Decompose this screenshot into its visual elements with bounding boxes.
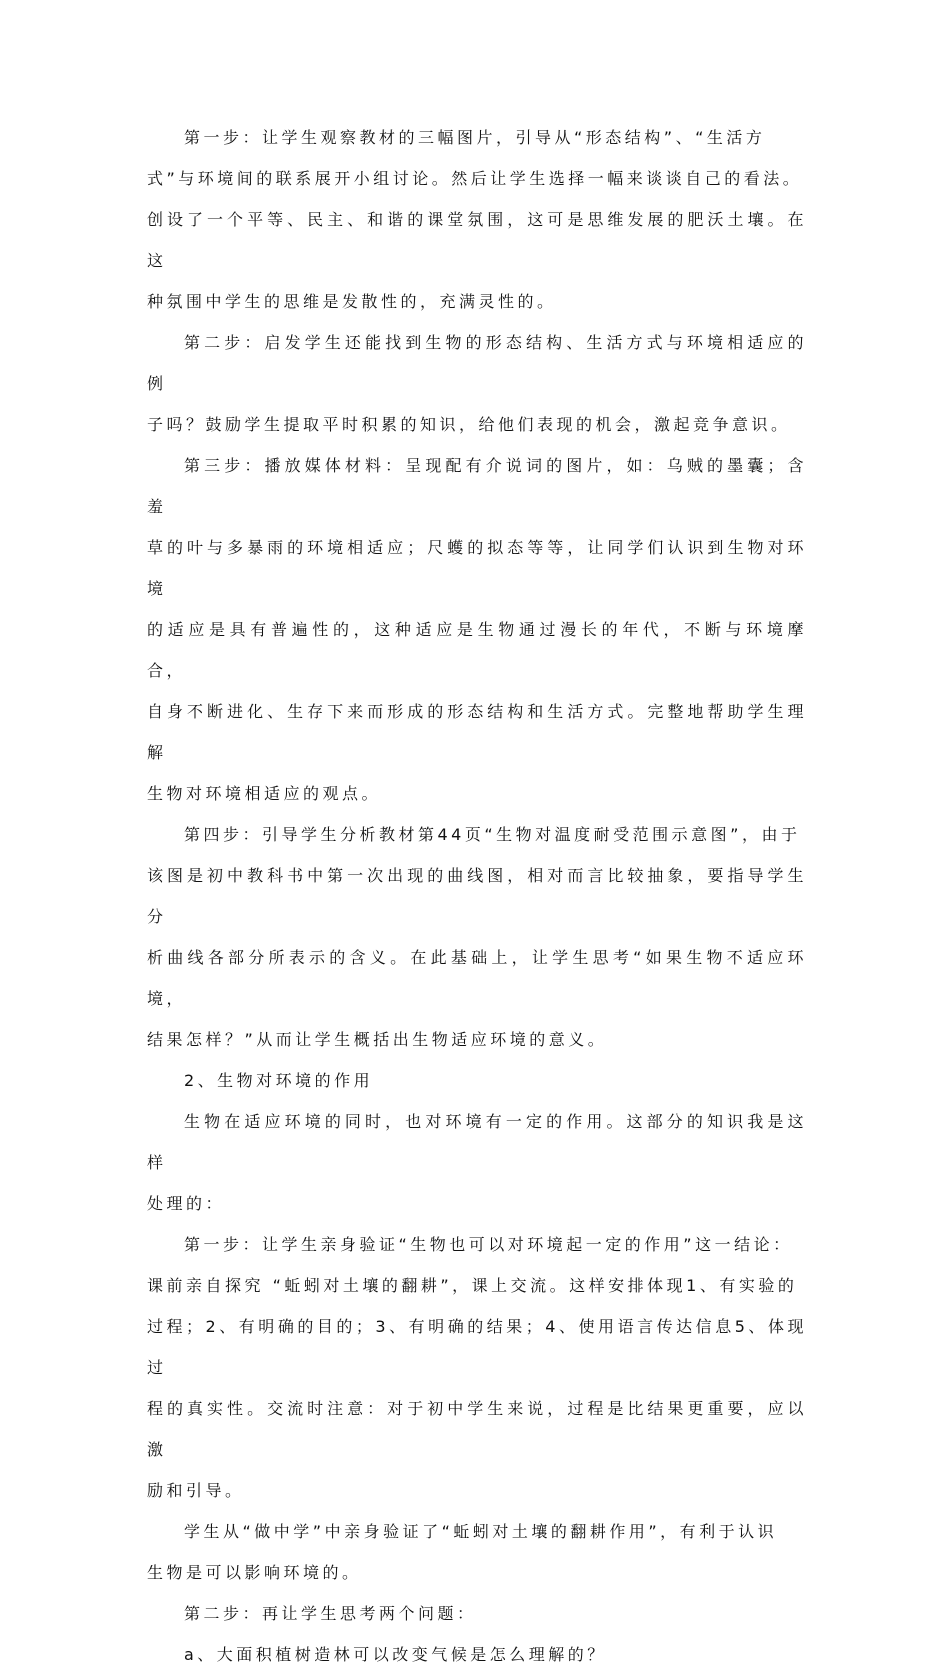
body-text <box>147 117 807 1675</box>
paragraph-line: 草的叶与多暴雨的环境相适应；尺蠖的拟态等等，让同学们认识到生物对环境 <box>147 538 807 598</box>
paragraph-line: 析曲线各部分所表示的含义。在此基础上，让学生思考“如果生物不适应环境， <box>147 948 807 1008</box>
paragraph-line: 第四步：引导学生分析教材第44页“生物对温度耐受范围示意图”，由于 <box>184 825 801 844</box>
paragraph-line: 第二步：再让学生思考两个问题： <box>184 1604 477 1623</box>
paragraph-line: 自身不断进化、生存下来而形成的形态结构和生活方式。完整地帮助学生理解 <box>147 702 807 762</box>
paragraph-line: 的适应是具有普遍性的，这种适应是生物通过漫长的年代，不断与环境摩合， <box>147 620 807 680</box>
paragraph-line: 程的真实性。交流时注意：对于初中学生来说，过程是比结果更重要，应以激 <box>147 1399 807 1459</box>
paragraph-line: 结果怎样？”从而让学生概括出生物适应环境的意义。 <box>147 1030 608 1049</box>
paragraph-line: 创设了一个平等、民主、和谐的课堂氛围，这可是思维发展的肥沃土壤。在这 <box>147 210 807 270</box>
paragraph-line: 第二步：启发学生还能找到生物的形态结构、生活方式与环境相适应的例 <box>147 333 807 393</box>
paragraph-line: 生物对环境相适应的观点。 <box>147 784 382 803</box>
paragraph-line: 2、生物对环境的作用 <box>184 1071 374 1090</box>
paragraph-line: 式”与环境间的联系展开小组讨论。然后让学生选择一幅来谈谈自己的看法。 <box>147 169 803 188</box>
paragraph-line: 生物在适应环境的同时，也对环境有一定的作用。这部分的知识我是这样 <box>147 1112 807 1172</box>
paragraph-line: 过程；2、有明确的目的；3、有明确的结果；4、使用语言传达信息5、体现过 <box>147 1317 807 1377</box>
paragraph-line: 学生从“做中学”中亲身验证了“蚯蚓对土壤的翻耕作用”，有利于认识 <box>184 1522 778 1541</box>
paragraph-line: 第一步：让学生亲身验证“生物也可以对环境起一定的作用”这一结论： <box>184 1235 793 1254</box>
paragraph-line: 励和引导。 <box>147 1481 245 1500</box>
paragraph-line: 课前亲自探究 “蚯蚓对土壤的翻耕”，课上交流。这样安排体现1、有实验的 <box>147 1276 798 1295</box>
paragraph-line: 生物是可以影响环境的。 <box>147 1563 362 1582</box>
paragraph-line: 第三步：播放媒体材料：呈现配有介说词的图片，如：乌贼的墨囊；含羞 <box>147 456 807 516</box>
paragraph-line: 该图是初中教科书中第一次出现的曲线图，相对而言比较抽象，要指导学生分 <box>147 866 807 926</box>
paragraph-line: a、大面积植树造林可以改变气候是怎么理解的？ <box>184 1645 607 1664</box>
paragraph-line: 第一步：让学生观察教材的三幅图片，引导从“形态结构”、“生活方 <box>184 128 766 147</box>
paragraph-line: 种氛围中学生的思维是发散性的，充满灵性的。 <box>147 292 557 311</box>
paragraph-line: 子吗？鼓励学生提取平时积累的知识，给他们表现的机会，激起竞争意识。 <box>147 415 791 434</box>
paragraph-line: 处理的： <box>147 1194 226 1213</box>
